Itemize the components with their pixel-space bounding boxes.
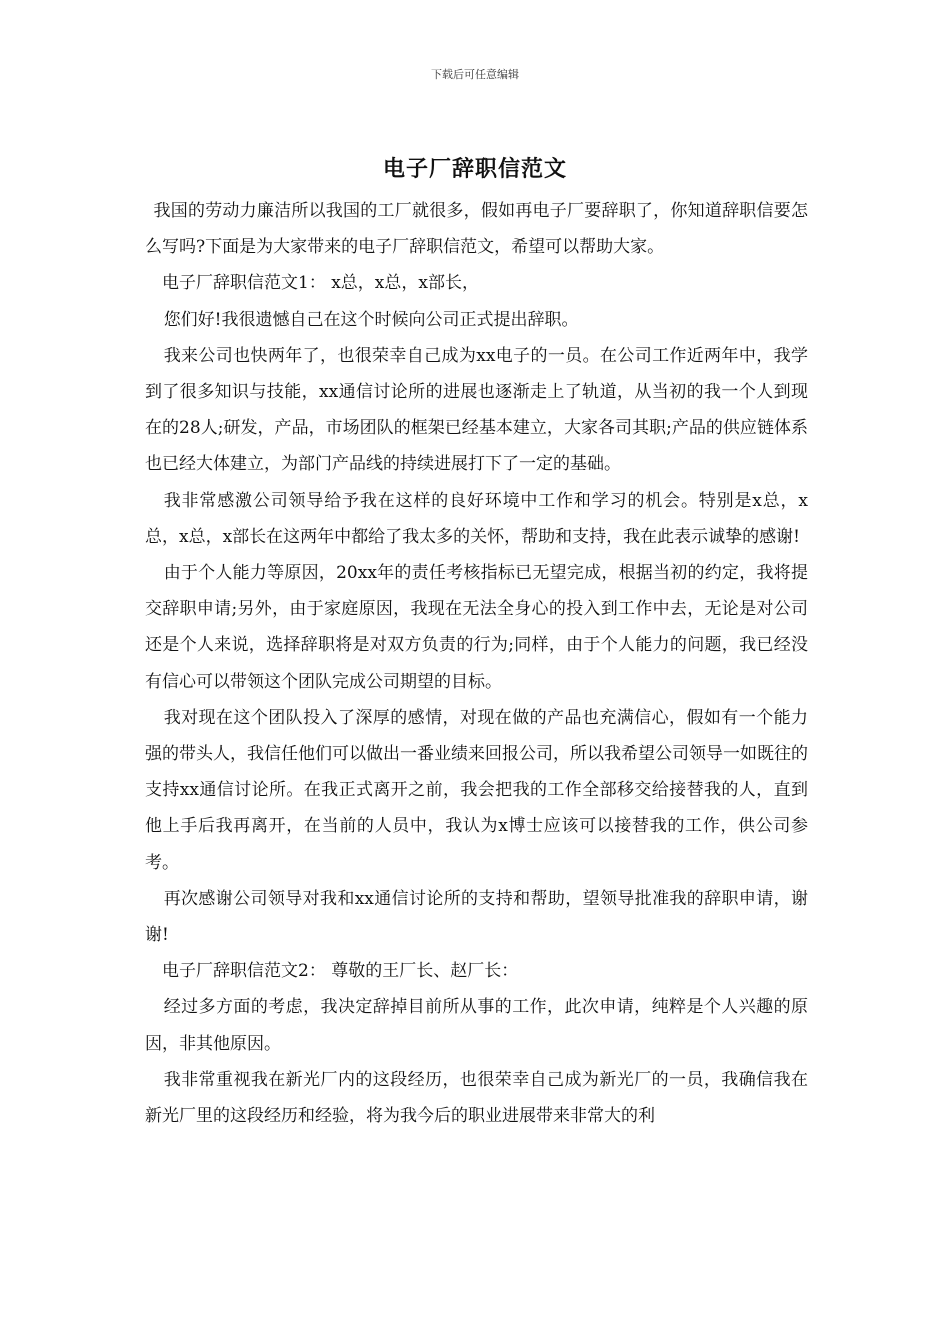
sample-1-heading: 电子厂辞职信范文1： x总，x总，x部长， [162,273,479,294]
intro-paragraph: 我国的劳动力廉洁所以我国的工厂就很多，假如再电子厂要辞职了，你知道辞职信要怎么写吗?下面是为大家带来的电子厂辞职信范文，希望可以帮助大家。 [145,201,808,258]
body-paragraph: 经过多方面的考虑，我决定辞掉目前所从事的工作，此次申请，纯粹是个人兴趣的原因，非其他原因。 [145,997,808,1054]
body-paragraph: 我对现在这个团队投入了深厚的感情，对现在做的产品也充满信心，假如有一个能力强的带头人，我信任他们可以做出一番业绩来回报公司，所以我希望公司领导一如既往的支持xx通信讨论所。在我正式离开之前，我会把我的工作全部移交给接替我的人，直到他上手后我再离开，在当前的人员中，我认为x博士应该可以接替我的工作，供公司参考。 [145,707,808,873]
greeting-paragraph: 您们好!我很遗憾自己在这个时候向公司正式提出辞职。 [163,309,579,330]
sample-2-heading: 电子厂辞职信范文2： 尊敬的王厂长、赵厂长： [162,961,519,982]
body-paragraph: 我非常重视我在新光厂内的这段经历，也很荣幸自己成为新光厂的一员，我确信我在新光厂里的这段经历和经验，将为我今后的职业进展带来非常大的利 [145,1069,808,1127]
document-body [145,193,808,1134]
body-paragraph: 由于个人能力等原因，20xx年的责任考核指标已无望完成，根据当初的约定，我将提交辞职申请;另外，由于家庭原因，我现在无法全身心的投入到工作中去，无论是对公司还是个人来说，选择辞职将是对双方负责的行为;同样，由于个人能力的问题，我已经没有信心可以带领这个团队完成公司期望的目标。 [145,563,808,692]
body-paragraph: 我非常感激公司领导给予我在这样的良好环境中工作和学习的机会。特别是x总，x总，x总，x部长在这两年中都给了我太多的关怀，帮助和支持，我在此表示诚挚的感谢! [145,490,808,547]
body-paragraph: 我来公司也快两年了，也很荣幸自己成为xx电子的一员。在公司工作近两年中，我学到了很多知识与技能，xx通信讨论所的进展也逐渐走上了轨道，从当初的我一个人到现在的28人;研发，产品，市场团队的框架已经基本建立，大家各司其职;产品的供应链体系也已经大体建立，为部门产品线的持续进展打下了一定的基础。 [145,345,808,475]
body-paragraph: 再次感谢公司领导对我和xx通信讨论所的支持和帮助，望领导批准我的辞职申请，谢谢! [145,888,808,946]
document-title: 电子厂辞职信范文 [382,157,567,182]
page-header-note: 下载后可任意编辑 [431,68,519,81]
